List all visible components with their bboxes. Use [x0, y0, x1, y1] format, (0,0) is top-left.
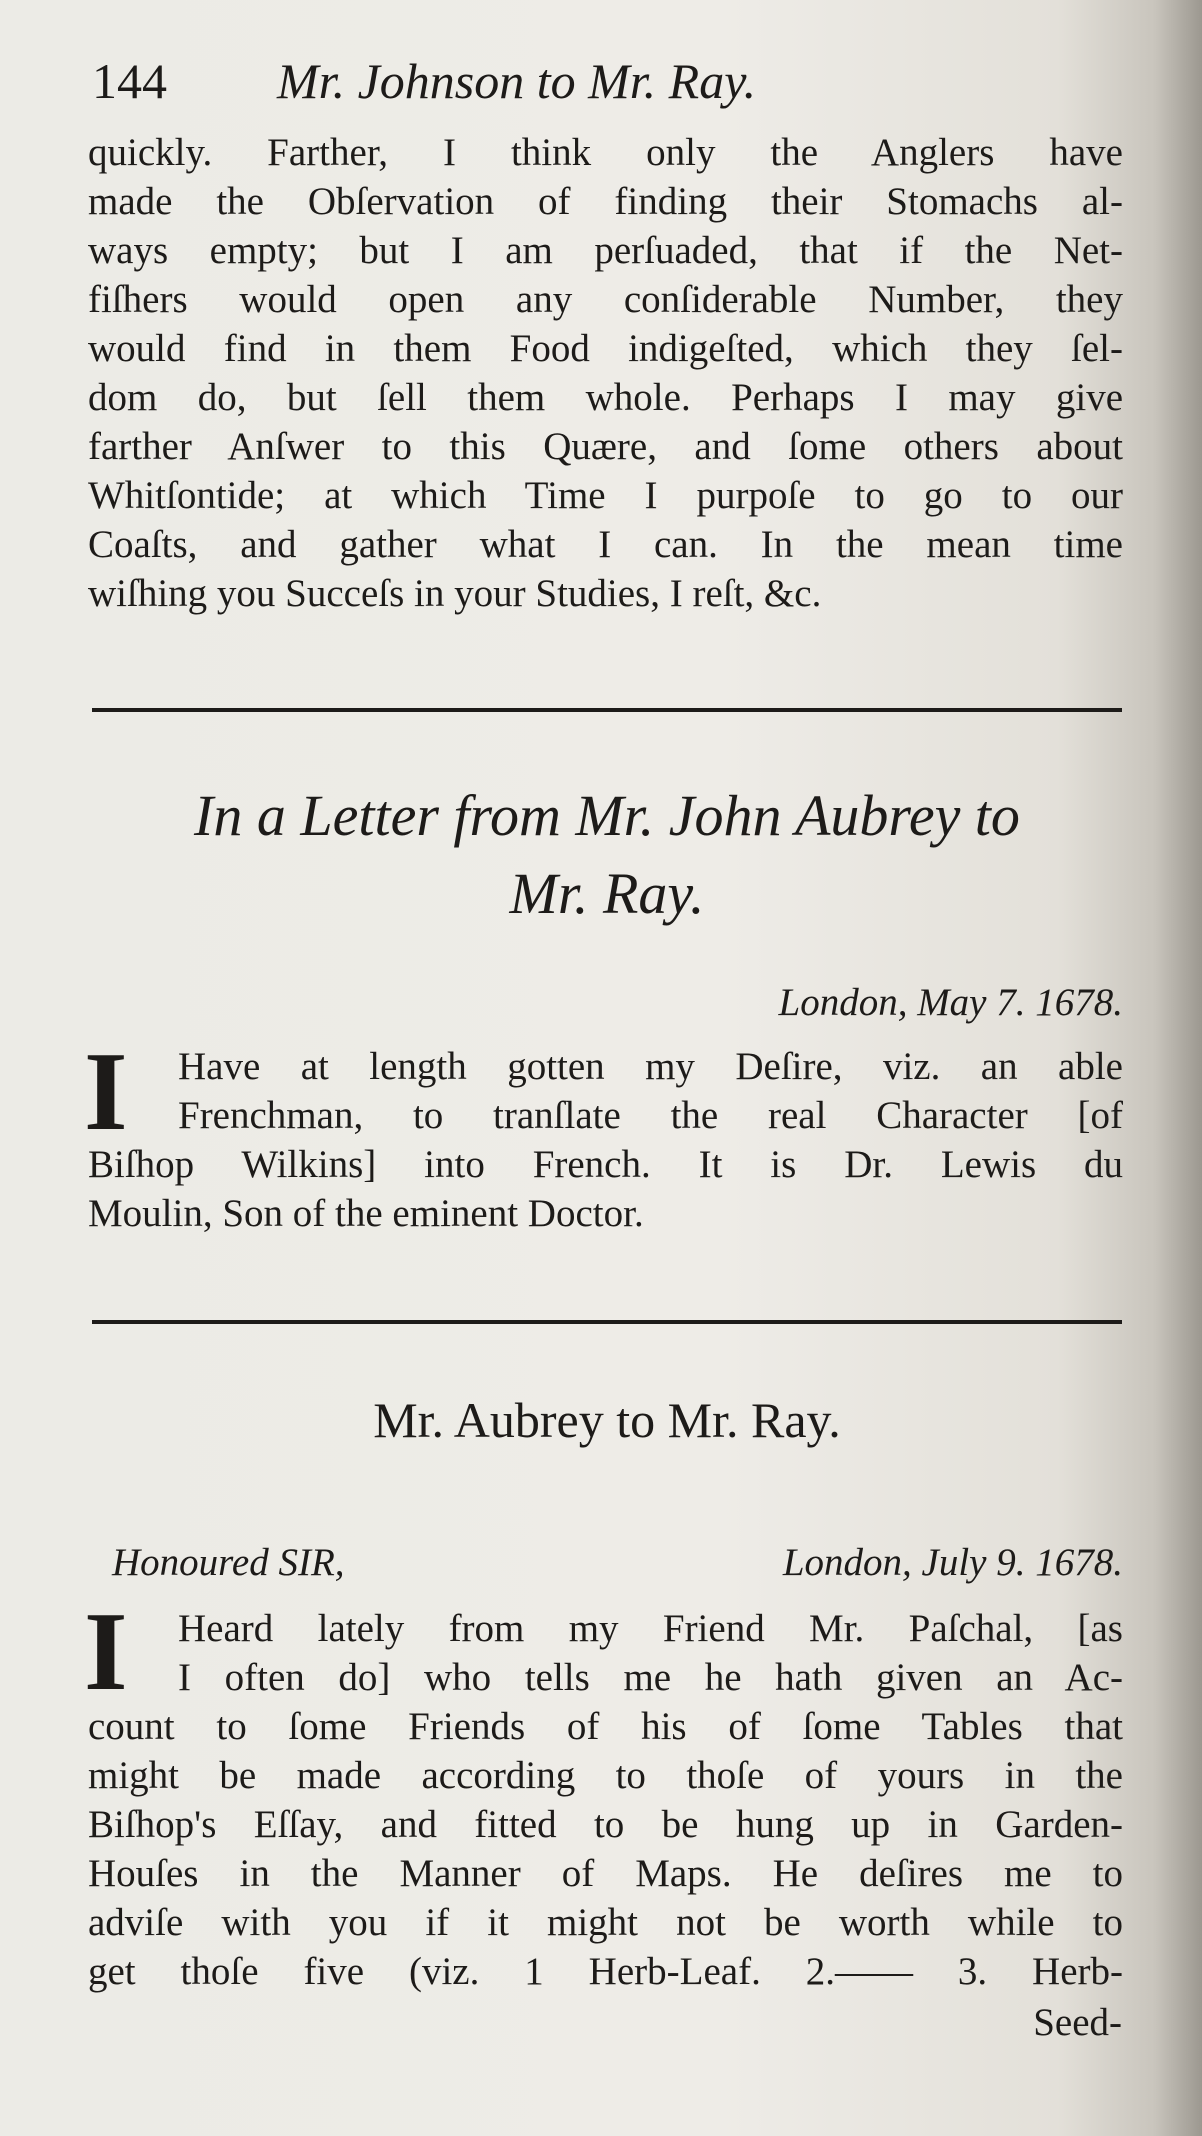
salutation: Honoured SIR, — [112, 1541, 345, 1584]
section-rule — [92, 1320, 1122, 1324]
page-number: 144 — [92, 53, 167, 109]
text-line: dom do, but ſell them whole. Perhaps I may give — [88, 376, 1123, 419]
text-line: Biſhop Wilkins] into French. It is Dr. Lewis du — [88, 1143, 1123, 1186]
text-line: Whitſontide; at which Time I purpoſe to go to our — [88, 474, 1123, 517]
drop-cap: I — [84, 1030, 128, 1154]
text-line: I often do] who tells me he hath given an Ac- — [178, 1656, 1123, 1699]
text-line: might be made according to thoſe of yours in the — [88, 1754, 1123, 1797]
text-line: Moulin, Son of the eminent Doctor. — [88, 1192, 644, 1235]
text-line: Biſhop's Eſſay, and fitted to be hung up in Garden- — [88, 1803, 1123, 1846]
text-line: count to ſome Friends of his of ſome Tables that — [88, 1705, 1123, 1748]
page-header — [92, 52, 1127, 122]
text-line: Houſes in the Manner of Maps. He deſires me to — [88, 1852, 1123, 1895]
catchword: Seed- — [1033, 2001, 1122, 2044]
text-line: made the Obſervation of finding their Stomachs al- — [88, 180, 1123, 223]
section-rule — [92, 708, 1122, 712]
text-line: quickly. Farther, I think only the Anglers have — [88, 131, 1123, 174]
text-line: would find in them Food indigeſted, which they ſel- — [88, 327, 1123, 370]
running-title: Mr. Johnson to Mr. Ray. — [277, 53, 757, 109]
text-line: wiſhing you Succeſs in your Studies, I reſt, &c. — [88, 572, 822, 615]
dateline: London, May 7. 1678. — [778, 981, 1123, 1024]
text-line: Coaſts, and gather what I can. In the mean time — [88, 523, 1123, 566]
dateline: London, July 9. 1678. — [782, 1541, 1123, 1584]
text-line: get thoſe five (viz. 1 Herb-Leaf. 2.—— 3. Herb- — [88, 1950, 1123, 1993]
text-line: Have at length gotten my Deſire, viz. an able — [178, 1045, 1123, 1088]
letter-title: Mr. Aubrey to Mr. Ray. — [373, 1392, 841, 1448]
text-line: ways empty; but I am perſuaded, that if the Net- — [88, 229, 1123, 272]
text-line: Heard lately from my Friend Mr. Paſchal, [as — [178, 1607, 1123, 1650]
text-line: farther Anſwer to this Quære, and ſome others about — [88, 425, 1123, 468]
text-line: Frenchman, to tranſlate the real Character [of — [178, 1094, 1123, 1137]
letter-title: Mr. Ray. — [509, 861, 705, 926]
text-line: fiſhers would open any conſiderable Number, they — [88, 278, 1123, 321]
drop-cap: I — [84, 1590, 128, 1714]
text-line: adviſe with you if it might not be worth while to — [88, 1901, 1123, 1944]
letter-title: In a Letter from Mr. John Aubrey to — [194, 783, 1020, 848]
